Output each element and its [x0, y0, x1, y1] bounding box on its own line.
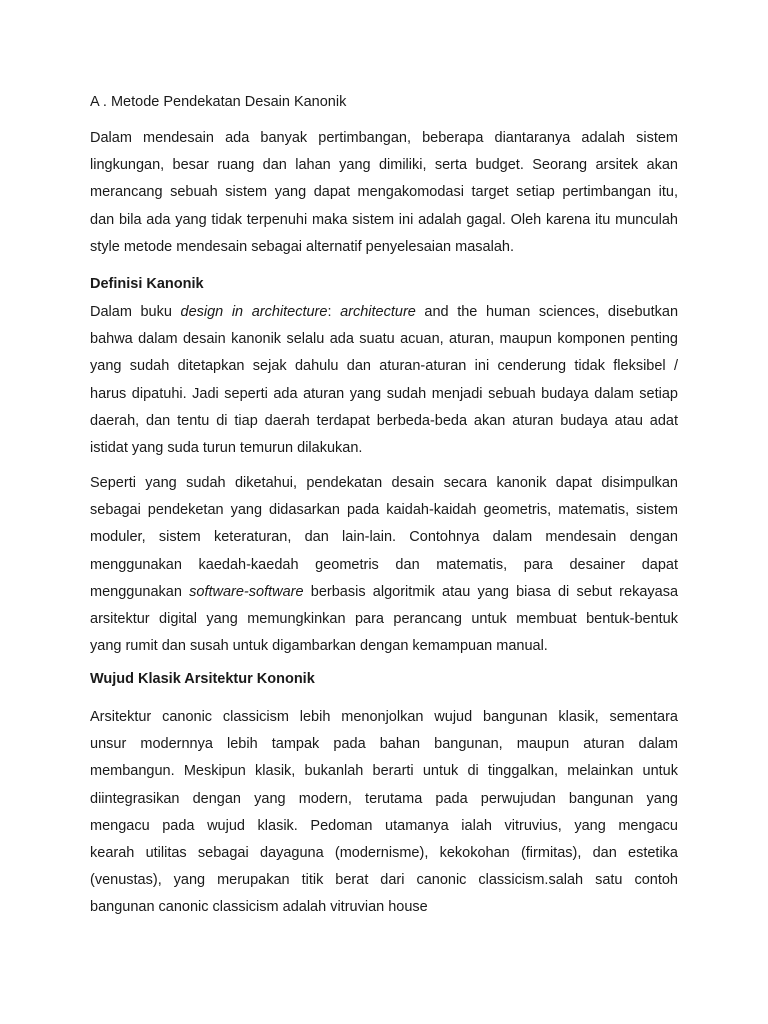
- software-emphasis: software-software: [189, 583, 304, 600]
- paragraph-line: yang sudah ditetapkan sejak dahulu dan aturan-aturan ini cenderung tidak fleksibel /: [90, 358, 678, 375]
- paragraph-line: (venustas), yang merupakan titik berat dari canonic classicism.salah satu contoh: [90, 872, 678, 889]
- paragraph-line: harus dipatuhi. Jadi seperti ada aturan yang sudah menjadi sebuah budaya dalam setiap: [90, 385, 678, 402]
- text-run: berbasis algoritmik atau yang biasa di sebut rekayasa: [303, 583, 679, 600]
- paragraph-line: [90, 579, 678, 606]
- seperti-paragraph: [90, 470, 678, 660]
- paragraph-line: membangun. Meskipun klasik, bukanlah berarti untuk di tinggalkan, melainkan untuk: [90, 763, 678, 780]
- paragraph-line: Arsitektur canonic classicism lebih menonjolkan wujud bangunan klasik, sementara: [90, 709, 678, 725]
- paragraph-line: [90, 299, 678, 326]
- paragraph-line: merancang sebuah sistem yang dapat mengakomodasi target setiap pertimbangan itu,: [90, 184, 678, 201]
- paragraph-line: bahwa dalam desain kanonik selalu ada suatu acuan, aturan, maupun komponen penting: [90, 331, 678, 348]
- book-title-emphasis: architecture: [340, 304, 416, 320]
- paragraph-line: mengacu pada wujud klasik. Pedoman utamanya ialah vitruvius, yang mengacu: [90, 817, 678, 834]
- paragraph-line: diintegrasikan dengan yang modern, terutama pada perwujudan bangunan yang: [90, 790, 678, 807]
- text-run: and the human sciences, disebutkan: [415, 304, 679, 320]
- paragraph-line: daerah, dan tentu di tiap daerah terdapat berbeda-beda akan aturan budaya atau adat: [90, 412, 678, 429]
- paragraph-line: arsitektur digital yang memungkinkan para perancang untuk membuat bentuk-bentuk: [90, 611, 678, 628]
- section-a-title: A . Metode Pendekatan Desain Kanonik: [90, 94, 347, 110]
- paragraph-line: bangunan canonic classicism adalah vitruvian house: [90, 899, 428, 916]
- section-a-paragraph: [90, 125, 678, 261]
- book-title-emphasis: design in architecture: [180, 304, 328, 320]
- paragraph-line: dan bila ada yang tidak terpenuhi maka sistem ini adalah gagal. Oleh karena itu munculah: [90, 211, 678, 228]
- paragraph-line: yang rumit dan susah untuk digambarkan dengan kemampuan manual.: [90, 638, 548, 655]
- wujud-paragraph: [90, 704, 678, 922]
- paragraph-line: style metode mendesain sebagai alternatif penyelesaian masalah.: [90, 238, 514, 255]
- definisi-paragraph: [90, 299, 678, 462]
- text-run: :: [327, 304, 341, 320]
- paragraph-line: Seperti yang sudah diketahui, pendekatan desain secara kanonik dapat disimpulkan: [90, 475, 678, 491]
- paragraph-line: sebagai pendeketan yang didasarkan pada kaidah-kaidah geometris, matematis, sistem: [90, 502, 678, 519]
- paragraph-line: menggunakan kaedah-kaedah geometris dan matematis, para desainer dapat: [90, 556, 678, 573]
- definisi-title: Definisi Kanonik: [90, 276, 204, 292]
- text-run: Dalam buku: [90, 304, 181, 320]
- paragraph-line: unsur modernnya lebih tampak pada bahan bangunan, maupun aturan dalam: [90, 736, 678, 753]
- paragraph-line: Dalam mendesain ada banyak pertimbangan, beberapa diantaranya adalah sistem: [90, 130, 678, 146]
- paragraph-line: lingkungan, besar ruang dan lahan yang dimiliki, serta budget. Seorang arsitek akan: [90, 157, 678, 174]
- paragraph-line: istidat yang suda turun temurun dilakukan.: [90, 440, 363, 457]
- paragraph-line: kearah utilitas sebagai dayaguna (modernisme), kekokohan (firmitas), dan estetika: [90, 845, 678, 862]
- paragraph-line: moduler, sistem keteraturan, dan lain-lain. Contohnya dalam mendesain dengan: [90, 529, 678, 546]
- text-run: menggunakan: [90, 583, 190, 600]
- wujud-title: Wujud Klasik Arsitektur Kononik: [90, 671, 315, 687]
